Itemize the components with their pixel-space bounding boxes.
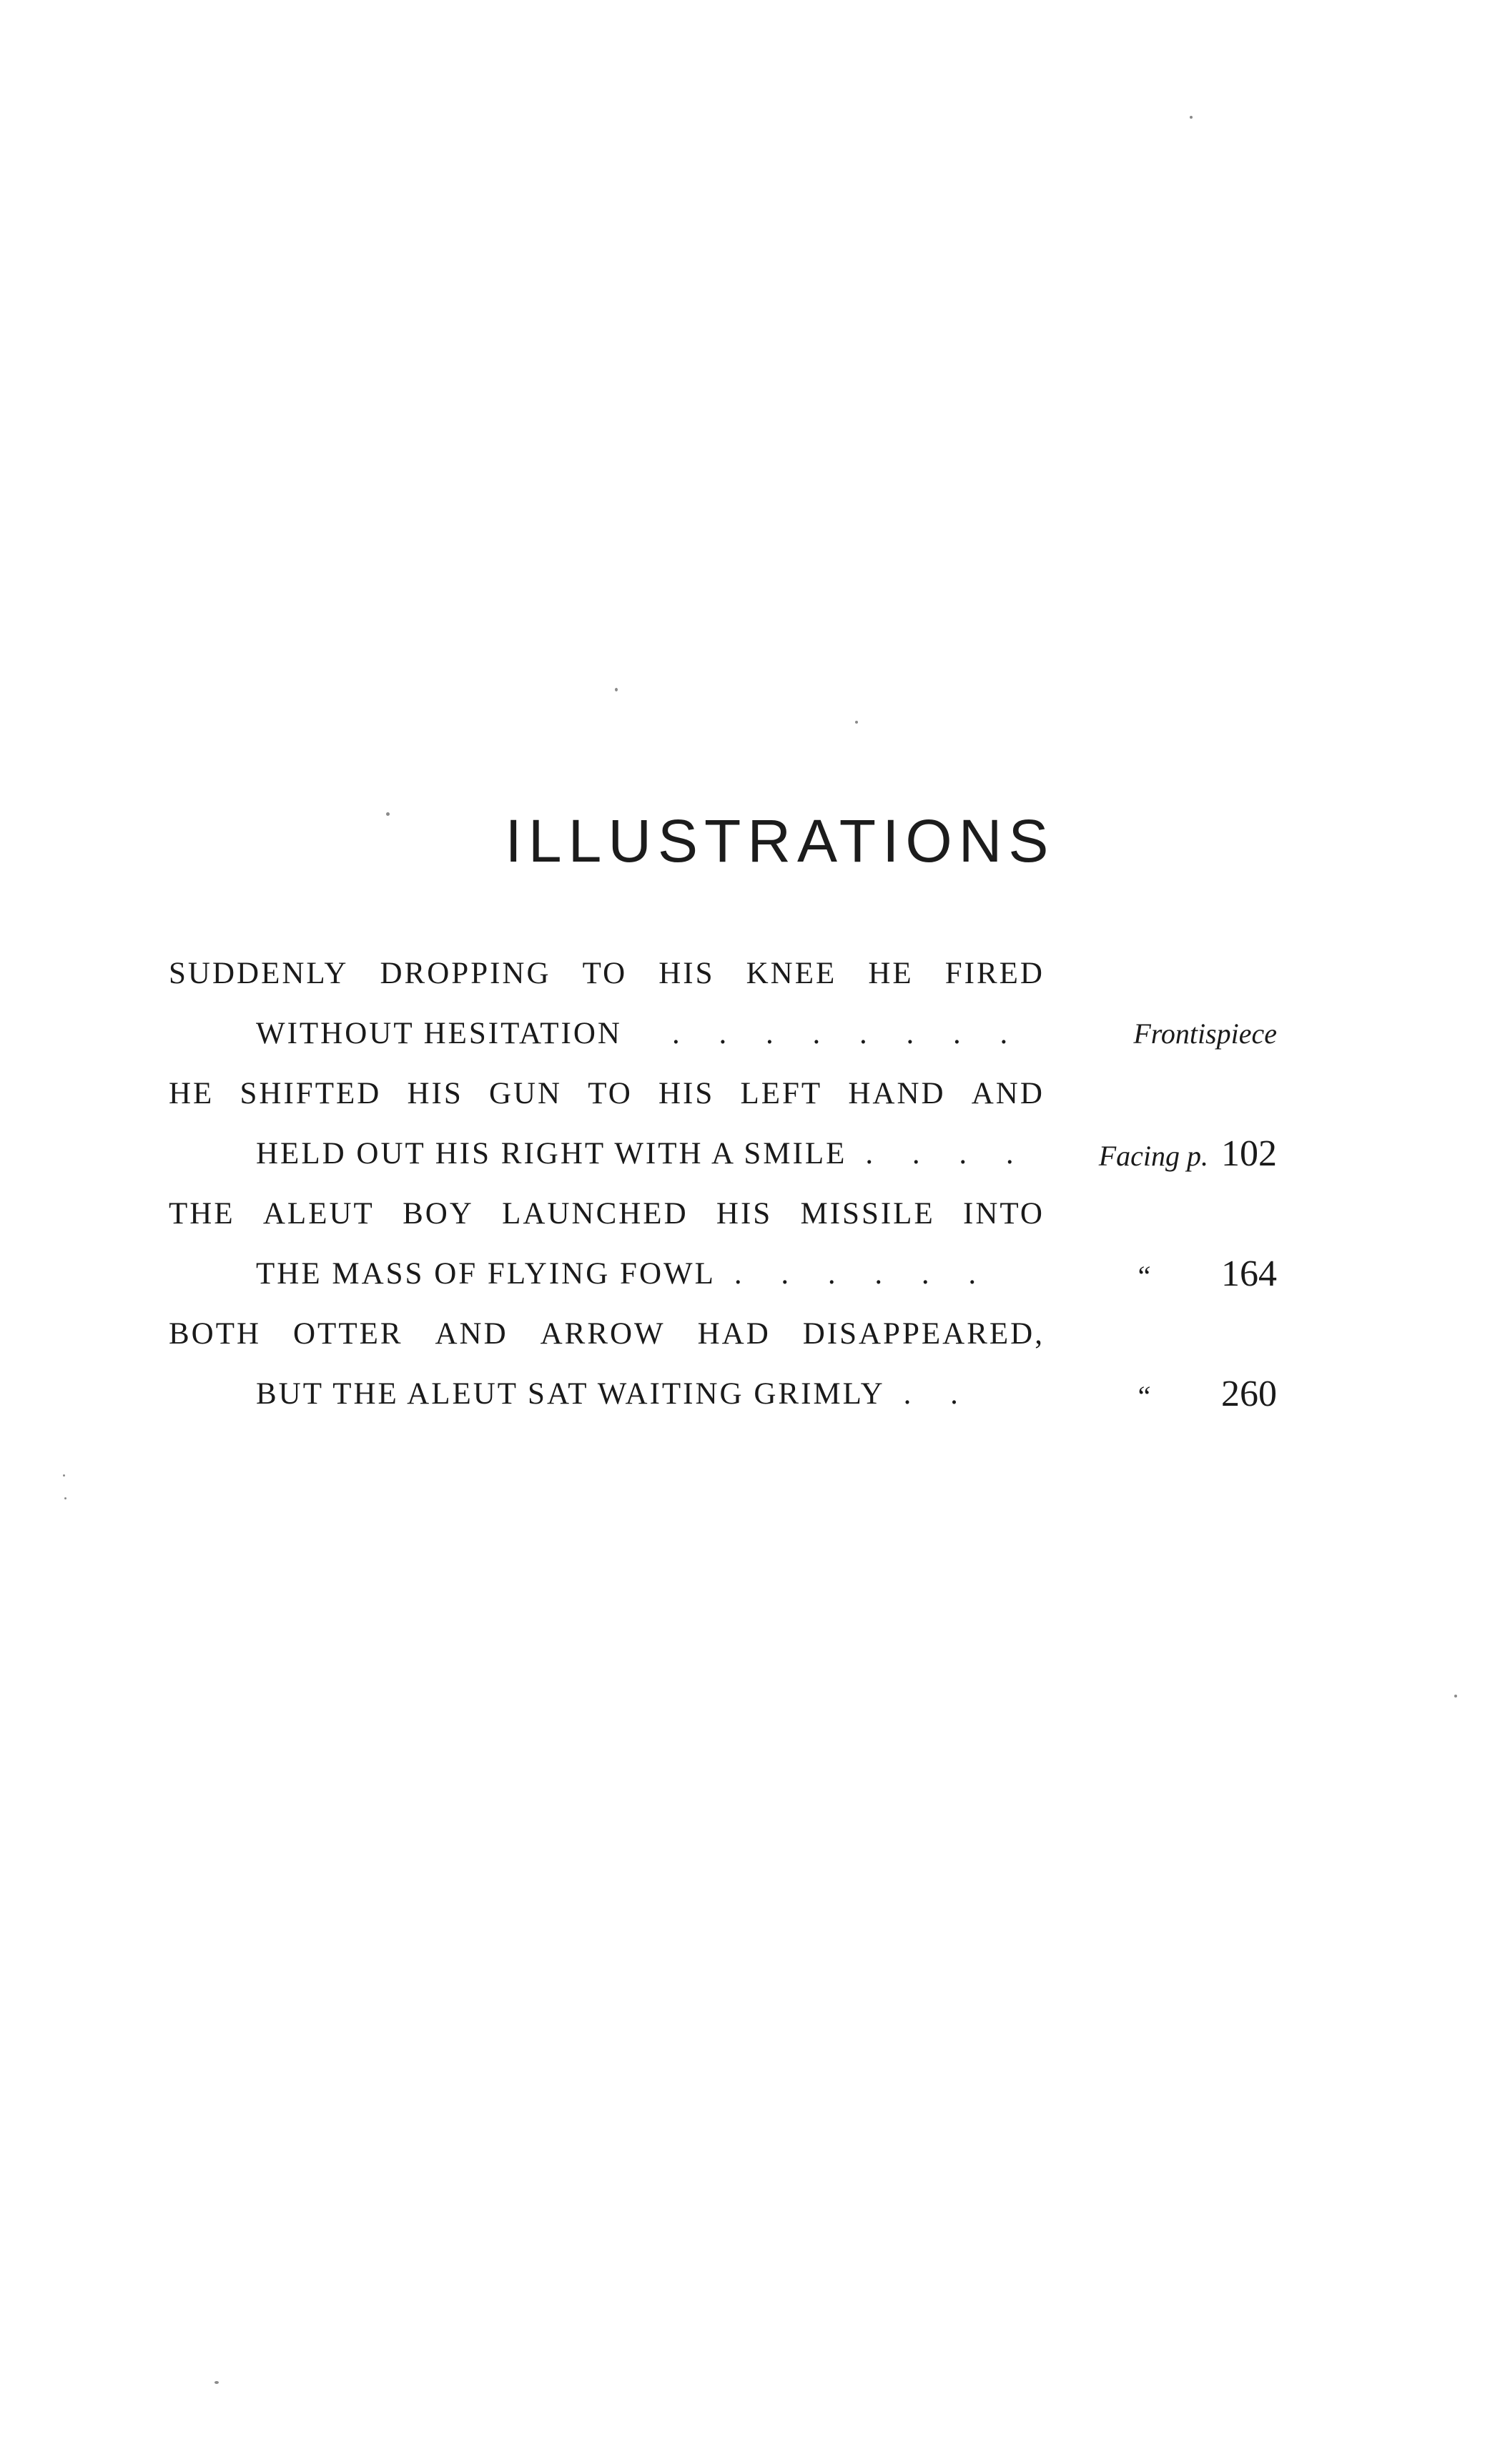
caption-word: KNEE <box>746 957 837 990</box>
illustration-entry <box>169 944 1277 1064</box>
caption-word: BOTH <box>169 1317 262 1351</box>
caption-line-1 <box>169 1184 1045 1244</box>
caption-line-2 <box>169 1244 1277 1304</box>
caption-word: INTO <box>963 1197 1045 1231</box>
caption-word: DROPPING <box>380 957 551 990</box>
caption-line-2 <box>169 1124 1277 1184</box>
caption-word: HAD <box>697 1317 771 1351</box>
illustration-entry <box>169 1304 1277 1424</box>
caption-continuation: THE MASS OF FLYING FOWL <box>256 1257 716 1291</box>
caption-word: THE <box>169 1197 235 1231</box>
dot-leader: . . . . . . . . <box>671 1017 1024 1050</box>
scan-speck <box>615 688 618 691</box>
page-reference <box>1135 1364 1277 1424</box>
caption-word: AND <box>435 1317 508 1351</box>
caption-word: HE <box>169 1077 214 1110</box>
page-number: 260 <box>1221 1374 1277 1414</box>
caption-word: DISAPPEARED, <box>802 1317 1045 1351</box>
caption-word: FIRED <box>944 957 1045 990</box>
caption-word: SUDDENLY <box>169 957 349 990</box>
caption-word: HIS <box>658 957 715 990</box>
scan-speck <box>63 1474 65 1477</box>
caption-line-2 <box>169 1364 1277 1424</box>
caption-word: SHIFTED <box>240 1077 382 1110</box>
page-label: Frontispiece <box>1133 1017 1277 1050</box>
scan-speck <box>214 2381 219 2384</box>
page-title: ILLUSTRATIONS <box>505 807 1055 874</box>
caption-line-1 <box>169 1064 1045 1124</box>
caption-word: HE <box>868 957 914 990</box>
scan-speck <box>855 721 858 724</box>
illustration-entry <box>169 1184 1277 1304</box>
caption-word: HAND <box>848 1077 946 1110</box>
caption-word: MISSILE <box>800 1197 935 1231</box>
caption-continuation: HELD OUT HIS RIGHT WITH A SMILE <box>256 1137 847 1171</box>
caption-word: HIS <box>658 1077 715 1110</box>
caption-word: OTTER <box>293 1317 403 1351</box>
caption-word: ALEUT <box>262 1197 375 1231</box>
caption-word: LEFT <box>740 1077 823 1110</box>
caption-continuation: BUT THE ALEUT SAT WAITING GRIMLY <box>256 1377 885 1411</box>
caption-word: TO <box>588 1077 633 1110</box>
dot-leader: . . . . <box>865 1137 1030 1171</box>
caption-continuation: WITHOUT HESITATION <box>256 1017 622 1050</box>
page-reference <box>1099 1124 1277 1184</box>
caption-word: HIS <box>407 1077 463 1110</box>
page-number: 102 <box>1221 1133 1277 1174</box>
caption-word: TO <box>582 957 628 990</box>
dot-leader: . . <box>903 1377 974 1411</box>
caption-word: ARROW <box>540 1317 666 1351</box>
caption-word: LAUNCHED <box>502 1197 689 1231</box>
page-number: 164 <box>1221 1253 1277 1294</box>
caption-line-2 <box>169 1004 1277 1064</box>
scan-speck <box>1454 1695 1457 1697</box>
scan-speck <box>1190 116 1193 119</box>
caption-word: AND <box>971 1077 1045 1110</box>
page-reference <box>1133 1004 1277 1064</box>
dot-leader: . . . . . . <box>734 1257 992 1291</box>
illustration-entry <box>169 1064 1277 1184</box>
scan-speck <box>64 1497 66 1499</box>
illustrations-list <box>169 944 1277 1424</box>
page-reference <box>1135 1244 1277 1304</box>
ditto-mark: “ <box>1135 1260 1151 1292</box>
page-label: Facing p. <box>1098 1140 1208 1172</box>
caption-word: BOY <box>403 1197 474 1231</box>
caption-word: HIS <box>716 1197 773 1231</box>
caption-line-1 <box>169 944 1045 1004</box>
caption-line-1 <box>169 1304 1045 1364</box>
ditto-mark: “ <box>1135 1380 1151 1412</box>
caption-word: GUN <box>488 1077 563 1110</box>
